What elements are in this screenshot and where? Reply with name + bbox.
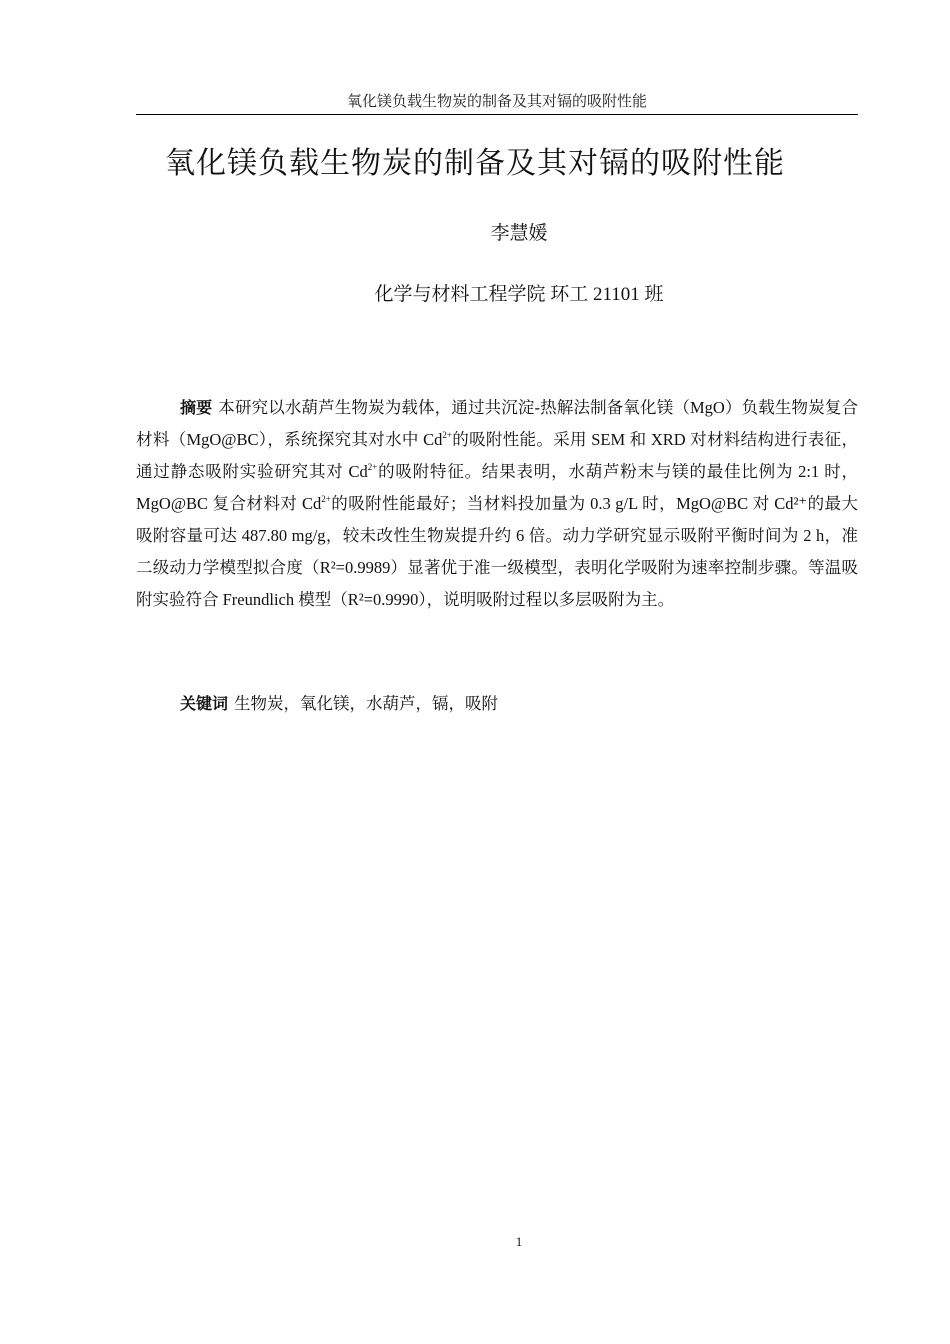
abstract-text-4: 的吸附性能最好；当材料投加量为 0.3 g/L 时，MgO@BC 对 Cd²⁺的最大吸附容量可达 487.80 mg/g，较未改性生物炭提升约 6 倍。动力学研究显示吸附平衡时间为 2 h，准二级动力学模型拟合度（R²=0.9989）显著优于准一级模型，表明化学吸附为速率控制步骤。等温吸附实验符合 Freundlich 模型（R²=0.9990），说明吸附过程以多层吸附为主。: [136, 494, 858, 609]
header-divider: [136, 114, 858, 115]
author-affiliation: 化学与材料工程学院 环工 21101 班: [374, 284, 664, 305]
keywords-line: [136, 688, 858, 720]
running-header: 氧化镁负载生物炭的制备及其对镉的吸附性能: [346, 94, 647, 110]
superscript-charge-1: 2+: [442, 430, 452, 440]
page-number: 1: [515, 1234, 523, 1249]
abstract-text-1: 本研究以水葫芦生物炭为载体，通过共沉淀-热解法制备氧化镁（MgO）负载生物炭复合材料（MgO@BC），系统探究其对水中 Cd: [136, 398, 858, 449]
abstract-label: 摘要: [180, 398, 213, 417]
abstract-text-2: 的吸附性能。采用 SEM 和 XRD 对材料结构进行表征，通过静态吸附实验研究其对 Cd: [136, 430, 858, 481]
abstract-paragraph: [136, 392, 858, 616]
superscript-charge-2: 2+: [367, 462, 378, 472]
superscript-charge-3: 2+: [321, 494, 331, 504]
abstract-text-3: 的吸附特征。结果表明，水葫芦粉末与镁的最佳比例为 2:1 时，MgO@BC 复合材料对 Cd: [136, 462, 858, 513]
paper-title: 氧化镁负载生物炭的制备及其对镉的吸附性能: [165, 146, 785, 181]
author-name: 李慧媛: [490, 223, 548, 244]
keywords-label: 关键词: [180, 694, 229, 713]
keywords-text: 生物炭，氧化镁，水葫芦，镉，吸附: [234, 694, 499, 713]
